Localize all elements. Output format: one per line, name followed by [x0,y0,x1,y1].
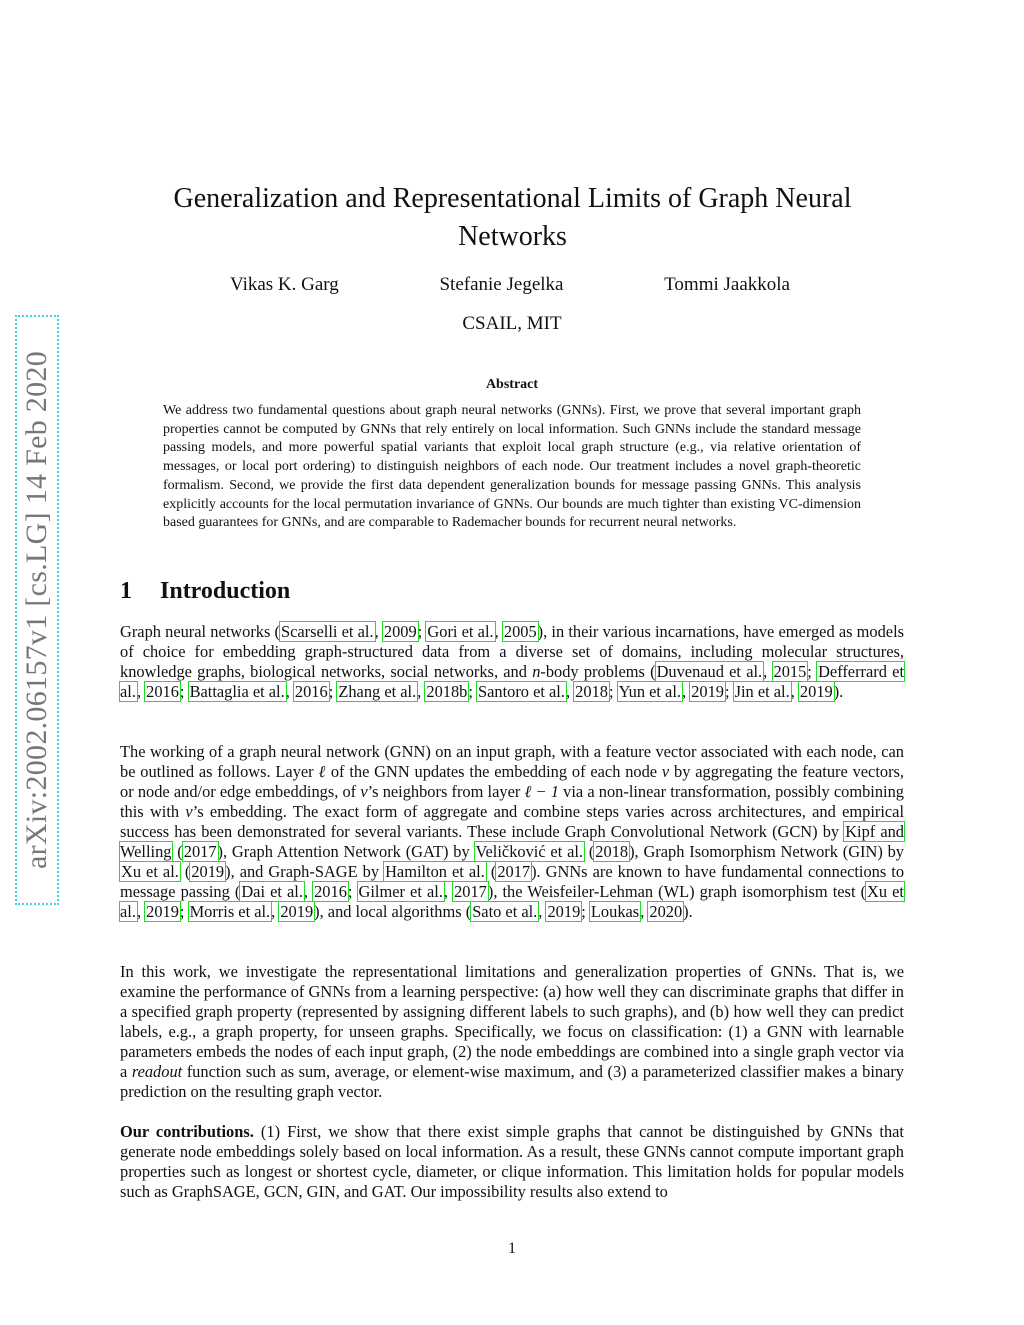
citation-link[interactable]: Xu et al. [120,882,904,921]
citation-link[interactable]: Yun et al. [618,682,681,701]
citation-year-link[interactable]: 2005 [503,622,537,641]
citation-link[interactable]: Battaglia et al. [189,682,285,701]
author-2: Stefanie Jegelka [439,274,564,295]
citation-year-link[interactable]: 2020 [649,902,683,921]
section-heading [120,578,290,605]
citation-year-link[interactable]: 2019 [146,902,179,921]
citation-link[interactable]: Zhang et al. [338,682,417,701]
citation-link[interactable]: Loukas [590,902,640,921]
citation-year-link[interactable]: 2019 [691,682,724,701]
citation-link[interactable]: Morris et al. [189,902,271,921]
author-1: Vikas K. Garg [230,274,339,295]
citation-link[interactable]: Gori et al. [427,622,494,641]
contributions-heading: Our contributions. [120,1122,254,1141]
citation-link[interactable]: Scarselli et al. [281,622,374,641]
citation-link[interactable]: Xu et al. [121,862,179,881]
affiliation: CSAIL, MIT [462,313,562,334]
citation-year-link[interactable]: 2017 [183,842,217,861]
citation-link[interactable]: Santoro et al. [478,682,565,701]
author-3: Tommi Jaakkola [664,274,790,295]
contributions-paragraph: Our contributions. (1) First, we show that there exist simple graphs that cannot be distinguished by GNNs that generate node embeddings solely based on local information. As a result, these GNNs cannot compute important graph properties such as longest or shortest cycle, diameter, or clique information. This limitation holds for popular models such as GraphSAGE, GCN, GIN, and GAT. Our impossibility results also extend to [120,1122,904,1201]
arxiv-stamp [15,315,59,905]
intro-paragraph-3: In this work, we investigate the representational limitations and generalization properties of GNNs. That is, we examine the performance of GNNs from a learning perspective: (a) how well they can discriminate graphs that differ in a specified graph property (represented by assigning different labels to such graphs), and (b) how well they can predict labels, e.g., a graph property, for unseen graphs. Specifically, we focus on classification: (1) a GNN with learnable parameters embeds the nodes of each input graph, (2) the node embeddings are combined into a single graph vector via a readout function such as sum, average, or element-wise maximum, and (3) a parameterized classifier makes a binary prediction on the resulting graph vector. [120,962,905,1101]
paper-title: Generalization and Representational Limits of Graph Neural Networks [173,183,852,252]
citation-year-link[interactable]: 2019 [280,902,314,921]
citation-year-link[interactable]: 2019 [547,902,581,921]
citation-link[interactable]: Sato et al. [472,902,538,921]
arxiv-stamp-text: arXiv:2002.06157v1 [cs.LG] 14 Feb 2020 [20,350,54,870]
page-number: 1 [508,1240,516,1257]
section-number: 1 [120,578,132,604]
citation-link[interactable]: Kipf and Welling [120,822,904,861]
citation-year-link[interactable]: 2016 [294,682,328,701]
intro-paragraph-2: The working of a graph neural network (GNN) on an input graph, with a feature vector associated with each node, can be outlined as follows. Layer ℓ of the GNN updates the embedding of each node v by aggregating the feature vectors, or node and/or edge embeddings, of v’s neighbors from layer ℓ − 1 via a non-linear transformation, possibly combining this with v’s embedding. The exact form of aggregate and combine steps varies across architectures, and empirical success has been demonstrated for several variants. These include Graph Convolutional Network (GCN) by Kipf and Welling (2017), Graph Attention Network (GAT) by Veličković et al. (2018), Graph Isomorphism Network (GIN) by Xu et al. (2019), and Graph-SAGE by Hamilton et al. (2017). GNNs are known to have fundamental connections to message passing (Dai et al., 2016; Gilmer et al., 2017), the Weisfeiler-Lehman (WL) graph isomorphism test (Xu et al., 2019; Morris et al., 2019), and local algorithms (Sato et al., 2019; Loukas, 2020). [120,742,905,921]
citation-year-link[interactable]: 2018 [575,682,608,701]
citation-link[interactable]: Duvenaud et al. [656,662,763,681]
citation-link[interactable]: Veličković et al. [475,842,584,861]
citation-year-link[interactable]: 2016 [314,882,347,901]
section-title: Introduction [160,578,291,604]
citation-year-link[interactable]: 2019 [191,862,225,881]
citation-link[interactable]: Gilmer et al. [358,882,443,901]
citation-year-link[interactable]: 2019 [799,682,833,701]
citation-year-link[interactable]: 2018 [595,842,629,861]
citation-year-link[interactable]: 2015 [773,662,807,681]
abstract-text: We address two fundamental questions about graph neural networks (GNNs). First, we prove that several important graph properties cannot be computed by GNNs that rely entirely on local information. Such GNNs include the standard message passing models, and more powerful spatial variants that exploit local graph structure (e.g., via relative orientation of messages, or local port ordering) to distinguish neighbors of each node. Our treatment includes a novel graph-theoretic formalism. Second, we provide the first data dependent generalization bounds for message passing GNNs. This analysis explicitly accounts for the local permutation invariance of GNNs. Our bounds are much tighter than existing VC-dimension based guarantees for GNNs, and are comparable to Rademacher bounds for recurrent neural networks. [163,403,861,531]
citation-year-link[interactable]: 2018b [426,682,468,701]
citation-year-link[interactable]: 2016 [146,682,179,701]
citation-link[interactable]: Dai et al. [241,882,303,901]
author-list [230,274,790,296]
citation-year-link[interactable]: 2017 [454,882,487,901]
citation-year-link[interactable]: 2009 [383,622,417,641]
intro-paragraph-1: Graph neural networks (Scarselli et al., 2009; Gori et al., 2005), in their various incarnations, have emerged as models of choice for embedding graph-structured data from a diverse set of domains, including molecular structures, knowledge graphs, biological networks, social networks, and n-body problems (Duvenaud et al., 2015; Defferrard et al., 2016; Battaglia et al., 2016; Zhang et al., 2018b; Santoro et al., 2018; Yun et al., 2019; Jin et al., 2019). [120,622,905,701]
citation-link[interactable]: Hamilton et al. [385,862,485,881]
abstract-heading: Abstract [485,377,539,392]
citation-link[interactable]: Defferrard et al. [120,662,904,701]
citation-link[interactable]: Jin et al. [734,682,790,701]
citation-year-link[interactable]: 2017 [497,862,531,881]
